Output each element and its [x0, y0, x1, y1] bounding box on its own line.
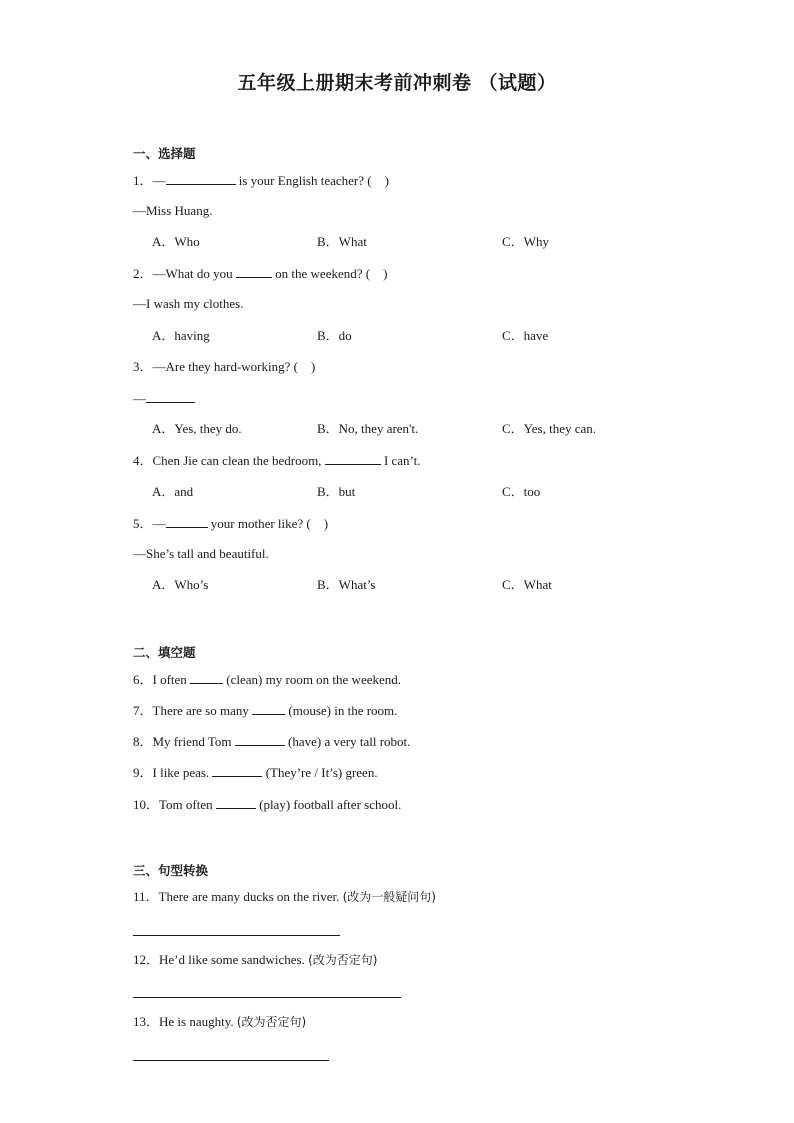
answer-line[interactable] [133, 1060, 329, 1061]
answer-line[interactable] [133, 997, 401, 998]
question-text: (clean) my room on the weekend. [223, 672, 402, 687]
question-text: (mouse) in the room. [285, 703, 398, 718]
answer-blank[interactable] [252, 701, 285, 715]
instruction-text: (改为一般疑问句) [342, 890, 436, 904]
section-heading-fill: 二、填空题 [133, 645, 196, 660]
answer-blank[interactable] [166, 514, 208, 528]
question-text: 7．There are so many [133, 703, 253, 718]
fill-question-9 [133, 763, 378, 782]
option-a[interactable]: A．having [152, 328, 210, 343]
answer-line[interactable] [133, 935, 340, 936]
answer-blank[interactable] [190, 670, 223, 684]
question-text: (play) football after school. [255, 797, 402, 812]
option-a[interactable]: A．Who [152, 234, 200, 249]
fill-question-7 [133, 701, 397, 720]
question-1 [133, 171, 389, 190]
transform-question-11 [133, 888, 436, 906]
question-text: 10．Tom often [133, 797, 216, 812]
question-5-reply: —She’s tall and beautiful. [133, 546, 269, 561]
question-5 [133, 514, 328, 533]
section-heading-transform: 三、句型转换 [133, 863, 209, 878]
question-2-reply: —I wash my clothes. [133, 296, 244, 311]
option-c[interactable]: C．Why [502, 234, 549, 249]
fill-question-6 [133, 670, 401, 689]
answer-blank[interactable] [325, 451, 381, 465]
option-c[interactable]: C．Yes, they can. [502, 421, 597, 436]
option-b[interactable]: B．No, they aren't. [317, 421, 419, 436]
question-3: 3．—Are they hard-working? ( ) [133, 359, 316, 374]
question-text: 4．Chen Jie can clean the bedroom, [133, 453, 325, 468]
option-b[interactable]: B．What’s [317, 577, 376, 592]
answer-blank[interactable] [236, 264, 272, 278]
option-b[interactable]: B．but [317, 484, 356, 499]
section-heading-choice: 一、选择题 [133, 146, 196, 161]
question-text: 6．I often [133, 672, 191, 687]
answer-blank[interactable] [235, 732, 285, 746]
option-c[interactable]: C．too [502, 484, 541, 499]
instruction-text: (改为否定句) [236, 1015, 307, 1029]
option-a[interactable]: A．Who’s [152, 577, 209, 592]
question-text: 11．There are many ducks on the river. [133, 889, 343, 904]
option-b[interactable]: B．do [317, 328, 352, 343]
question-text: on the weekend? ( ) [271, 266, 388, 281]
answer-blank[interactable] [212, 763, 262, 777]
question-text: 12．He’d like some sandwiches. [133, 952, 309, 967]
answer-blank[interactable] [216, 795, 256, 809]
page-title: 五年级上册期末考前冲刺卷 （试题） [237, 72, 557, 94]
question-text: 5．— [133, 516, 166, 531]
question-text: 13．He is naughty. [133, 1014, 237, 1029]
question-3-reply [133, 389, 195, 408]
question-text: 9．I like peas. [133, 765, 213, 780]
question-text: I can’t. [380, 453, 421, 468]
option-b[interactable]: B．What [317, 234, 367, 249]
question-text: is your English teacher? ( ) [235, 173, 389, 188]
question-1-reply: —Miss Huang. [133, 203, 213, 218]
option-c[interactable]: C．What [502, 577, 552, 592]
question-text: (They’re / It’s) green. [262, 765, 378, 780]
option-c[interactable]: C．have [502, 328, 549, 343]
transform-question-12 [133, 951, 377, 969]
question-text: (have) a very tall robot. [284, 734, 411, 749]
answer-blank[interactable] [146, 389, 195, 403]
question-text: 2．—What do you [133, 266, 236, 281]
question-text: 1．— [133, 173, 166, 188]
question-text: 8．My friend Tom [133, 734, 235, 749]
question-text: — [133, 391, 146, 406]
answer-blank[interactable] [166, 171, 236, 185]
question-2 [133, 264, 387, 283]
option-a[interactable]: A．Yes, they do. [152, 421, 242, 436]
instruction-text: (改为否定句) [308, 953, 378, 967]
transform-question-13 [133, 1013, 306, 1031]
option-a[interactable]: A．and [152, 484, 194, 499]
fill-question-10 [133, 795, 401, 814]
question-4 [133, 451, 421, 470]
question-text: your mother like? ( ) [207, 516, 329, 531]
fill-question-8 [133, 732, 410, 751]
